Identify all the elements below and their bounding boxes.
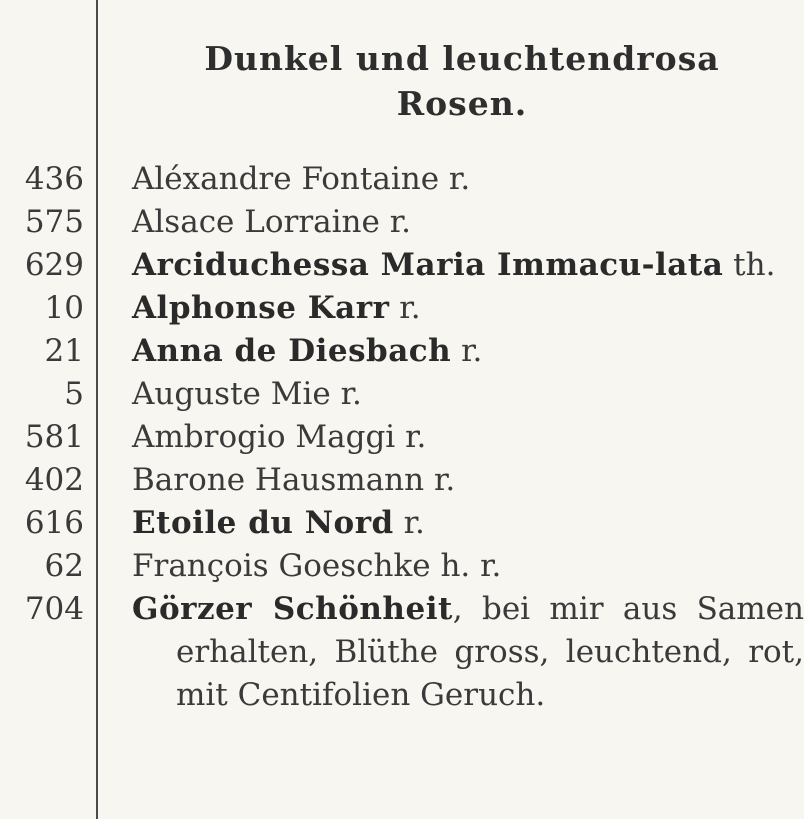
list-item: [0, 373, 804, 416]
entry-name-text: r.: [393, 505, 425, 541]
entry-number: 436: [24, 161, 84, 197]
list-item: [0, 459, 804, 502]
entry-name: [132, 502, 804, 545]
list-item: [0, 588, 804, 717]
entry-name: [132, 158, 804, 201]
list-item: [0, 330, 804, 373]
entry-number: 575: [24, 204, 84, 240]
entry-number: 5: [64, 376, 84, 412]
heading-line-2: Rosen.: [396, 84, 528, 123]
entry-number: 402: [24, 462, 84, 498]
entry-name: [132, 330, 804, 373]
entry-name-text: Ambrogio Maggi r.: [132, 419, 427, 455]
list-item: [0, 545, 804, 588]
list-item: [0, 201, 804, 244]
list-item: [0, 416, 804, 459]
entry-number: 629: [24, 247, 84, 283]
list-item: [0, 502, 804, 545]
entry-name-text: Auguste Mie r.: [132, 376, 362, 412]
entry-name-text: François Goeschke h. r.: [132, 548, 502, 584]
list-item: [0, 158, 804, 201]
section-heading: [120, 36, 804, 126]
entry-name: [132, 287, 804, 330]
entry-number: 704: [24, 591, 84, 627]
entry-name-text: , bei mir aus Samen erhalten, Blüthe gross, leuchtend, rot, mit Centifolien Geruch.: [176, 591, 804, 713]
entry-name-bold: Anna de Diesbach: [132, 333, 452, 369]
entry-number: 581: [24, 419, 84, 455]
entry-name-text: Alsace Lorraine r.: [132, 204, 411, 240]
entry-name: [132, 545, 804, 588]
entry-number: 10: [44, 290, 84, 326]
entry-number: 62: [44, 548, 84, 584]
entry-name-text: Barone Hausmann r.: [132, 462, 456, 498]
entry-name-text: th.: [723, 247, 776, 283]
entry-name: [132, 416, 804, 459]
entry-name-bold: Arciduchessa Maria Immacu-lata: [132, 247, 724, 283]
entry-name-text: r.: [389, 290, 421, 326]
rose-list: [0, 158, 804, 717]
entry-name: [132, 373, 804, 416]
entry-number: 21: [44, 333, 84, 369]
entry-name: [132, 459, 804, 502]
list-item: [0, 244, 804, 287]
entry-name-bold: Etoile du Nord: [132, 505, 394, 541]
list-item: [0, 287, 804, 330]
entry-name: [132, 588, 804, 717]
entry-name-text: r.: [451, 333, 483, 369]
entry-name-text: Aléxandre Fontaine r.: [132, 161, 471, 197]
entry-name-bold: Görzer Schönheit: [132, 591, 453, 627]
entry-number: 616: [24, 505, 84, 541]
entry-name: [132, 201, 804, 244]
heading-line-1: Dunkel und leuchtendrosa: [204, 39, 720, 78]
entry-name-bold: Alphonse Karr: [132, 290, 390, 326]
entry-name: [132, 244, 804, 287]
